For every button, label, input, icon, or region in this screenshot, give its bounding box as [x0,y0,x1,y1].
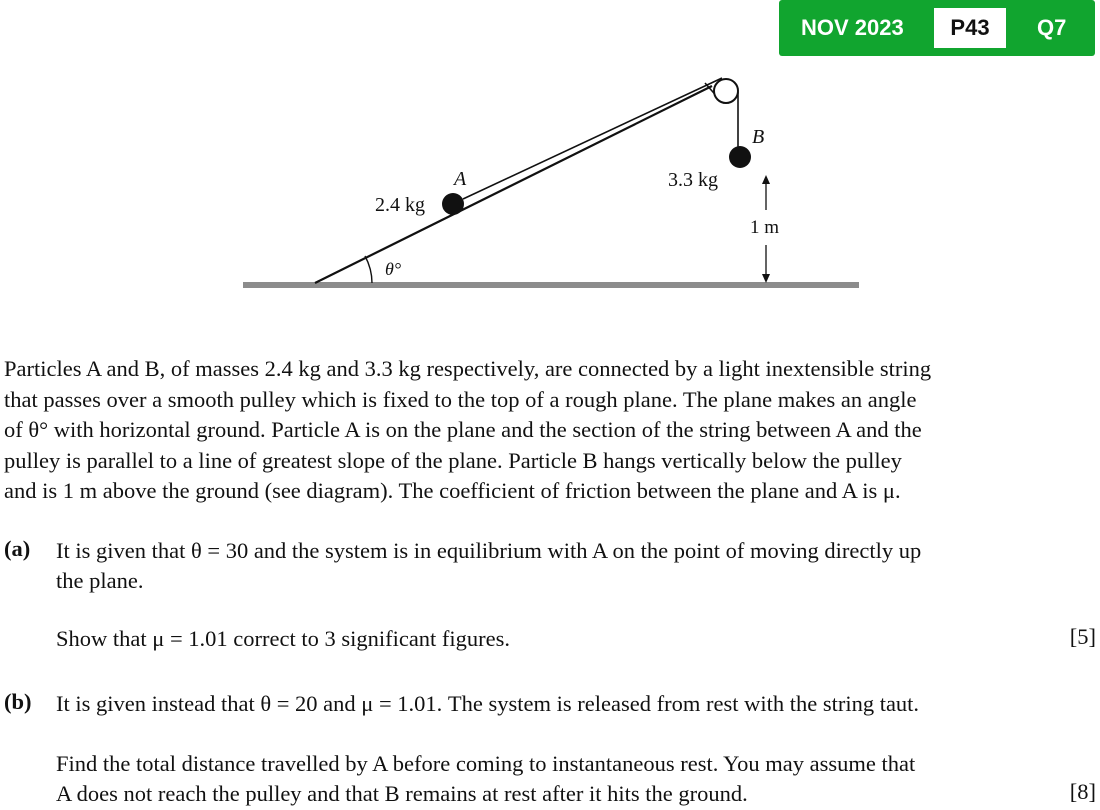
particle-b [729,146,751,168]
pulley [714,79,738,103]
arrowhead-up-icon [762,175,770,184]
part-b-find-line: A does not reach the pulley and that B remains at rest after it hits the ground. [56,781,748,806]
part-a-line: It is given that θ = 30 and the system is in equilibrium with A on the point of moving directly up [56,538,922,563]
angle-arc [365,256,372,283]
pulley-diagram [0,0,1100,300]
mass-a-label: 2.4 kg [375,194,425,216]
part-a-show: Show that μ = 1.01 correct to 3 significant figures. [56,626,511,651]
height-label: 1 m [750,217,780,238]
intro-line: pulley is parallel to a line of greatest slope of the plane. Particle B hangs vertically below the pulley [4,447,902,473]
intro-line: Particles A and B, of masses 2.4 kg and 3.3 kg respectively, are connected by a light inextensible string [4,356,932,381]
part-b-marks: [8] [1069,779,1096,804]
angle-label: θ° [385,259,402,279]
part-a-text [56,536,1096,596]
part-b-find [56,749,1096,809]
particle-a [442,193,464,215]
intro-line: of θ° with horizontal ground. Particle A is on the plane and the section of the string between A and the [4,417,922,442]
part-a-marks: [5] [1069,624,1096,649]
arrowhead-down-icon [762,274,770,283]
mass-b-label: 3.3 kg [668,169,718,191]
question-number: Q7 [1037,15,1067,40]
particle-b-label: B [752,126,765,148]
part-a-label: (a) [4,536,31,561]
part-a-line: the plane. [56,568,144,593]
intro-line: and is 1 m above the ground (see diagram). The coefficient of friction between the plane and A is μ. [4,478,901,503]
part-b-line: It is given instead that θ = 20 and μ = 1.01. The system is released from rest with the string taut. [56,691,920,716]
part-b-label: (b) [4,689,32,714]
plane-lower-edge [315,86,712,283]
intro-line: that passes over a smooth pulley which is fixed to the top of a rough plane. The plane makes an angle [4,386,917,412]
question-intro [4,354,1098,507]
ground-line [243,282,859,288]
particle-a-label: A [454,168,467,190]
part-b-find-line: Find the total distance travelled by A before coming to instantaneous rest. You may assume that [56,751,916,776]
paper-code: P43 [934,8,1006,48]
exam-session: NOV 2023 [801,15,904,40]
